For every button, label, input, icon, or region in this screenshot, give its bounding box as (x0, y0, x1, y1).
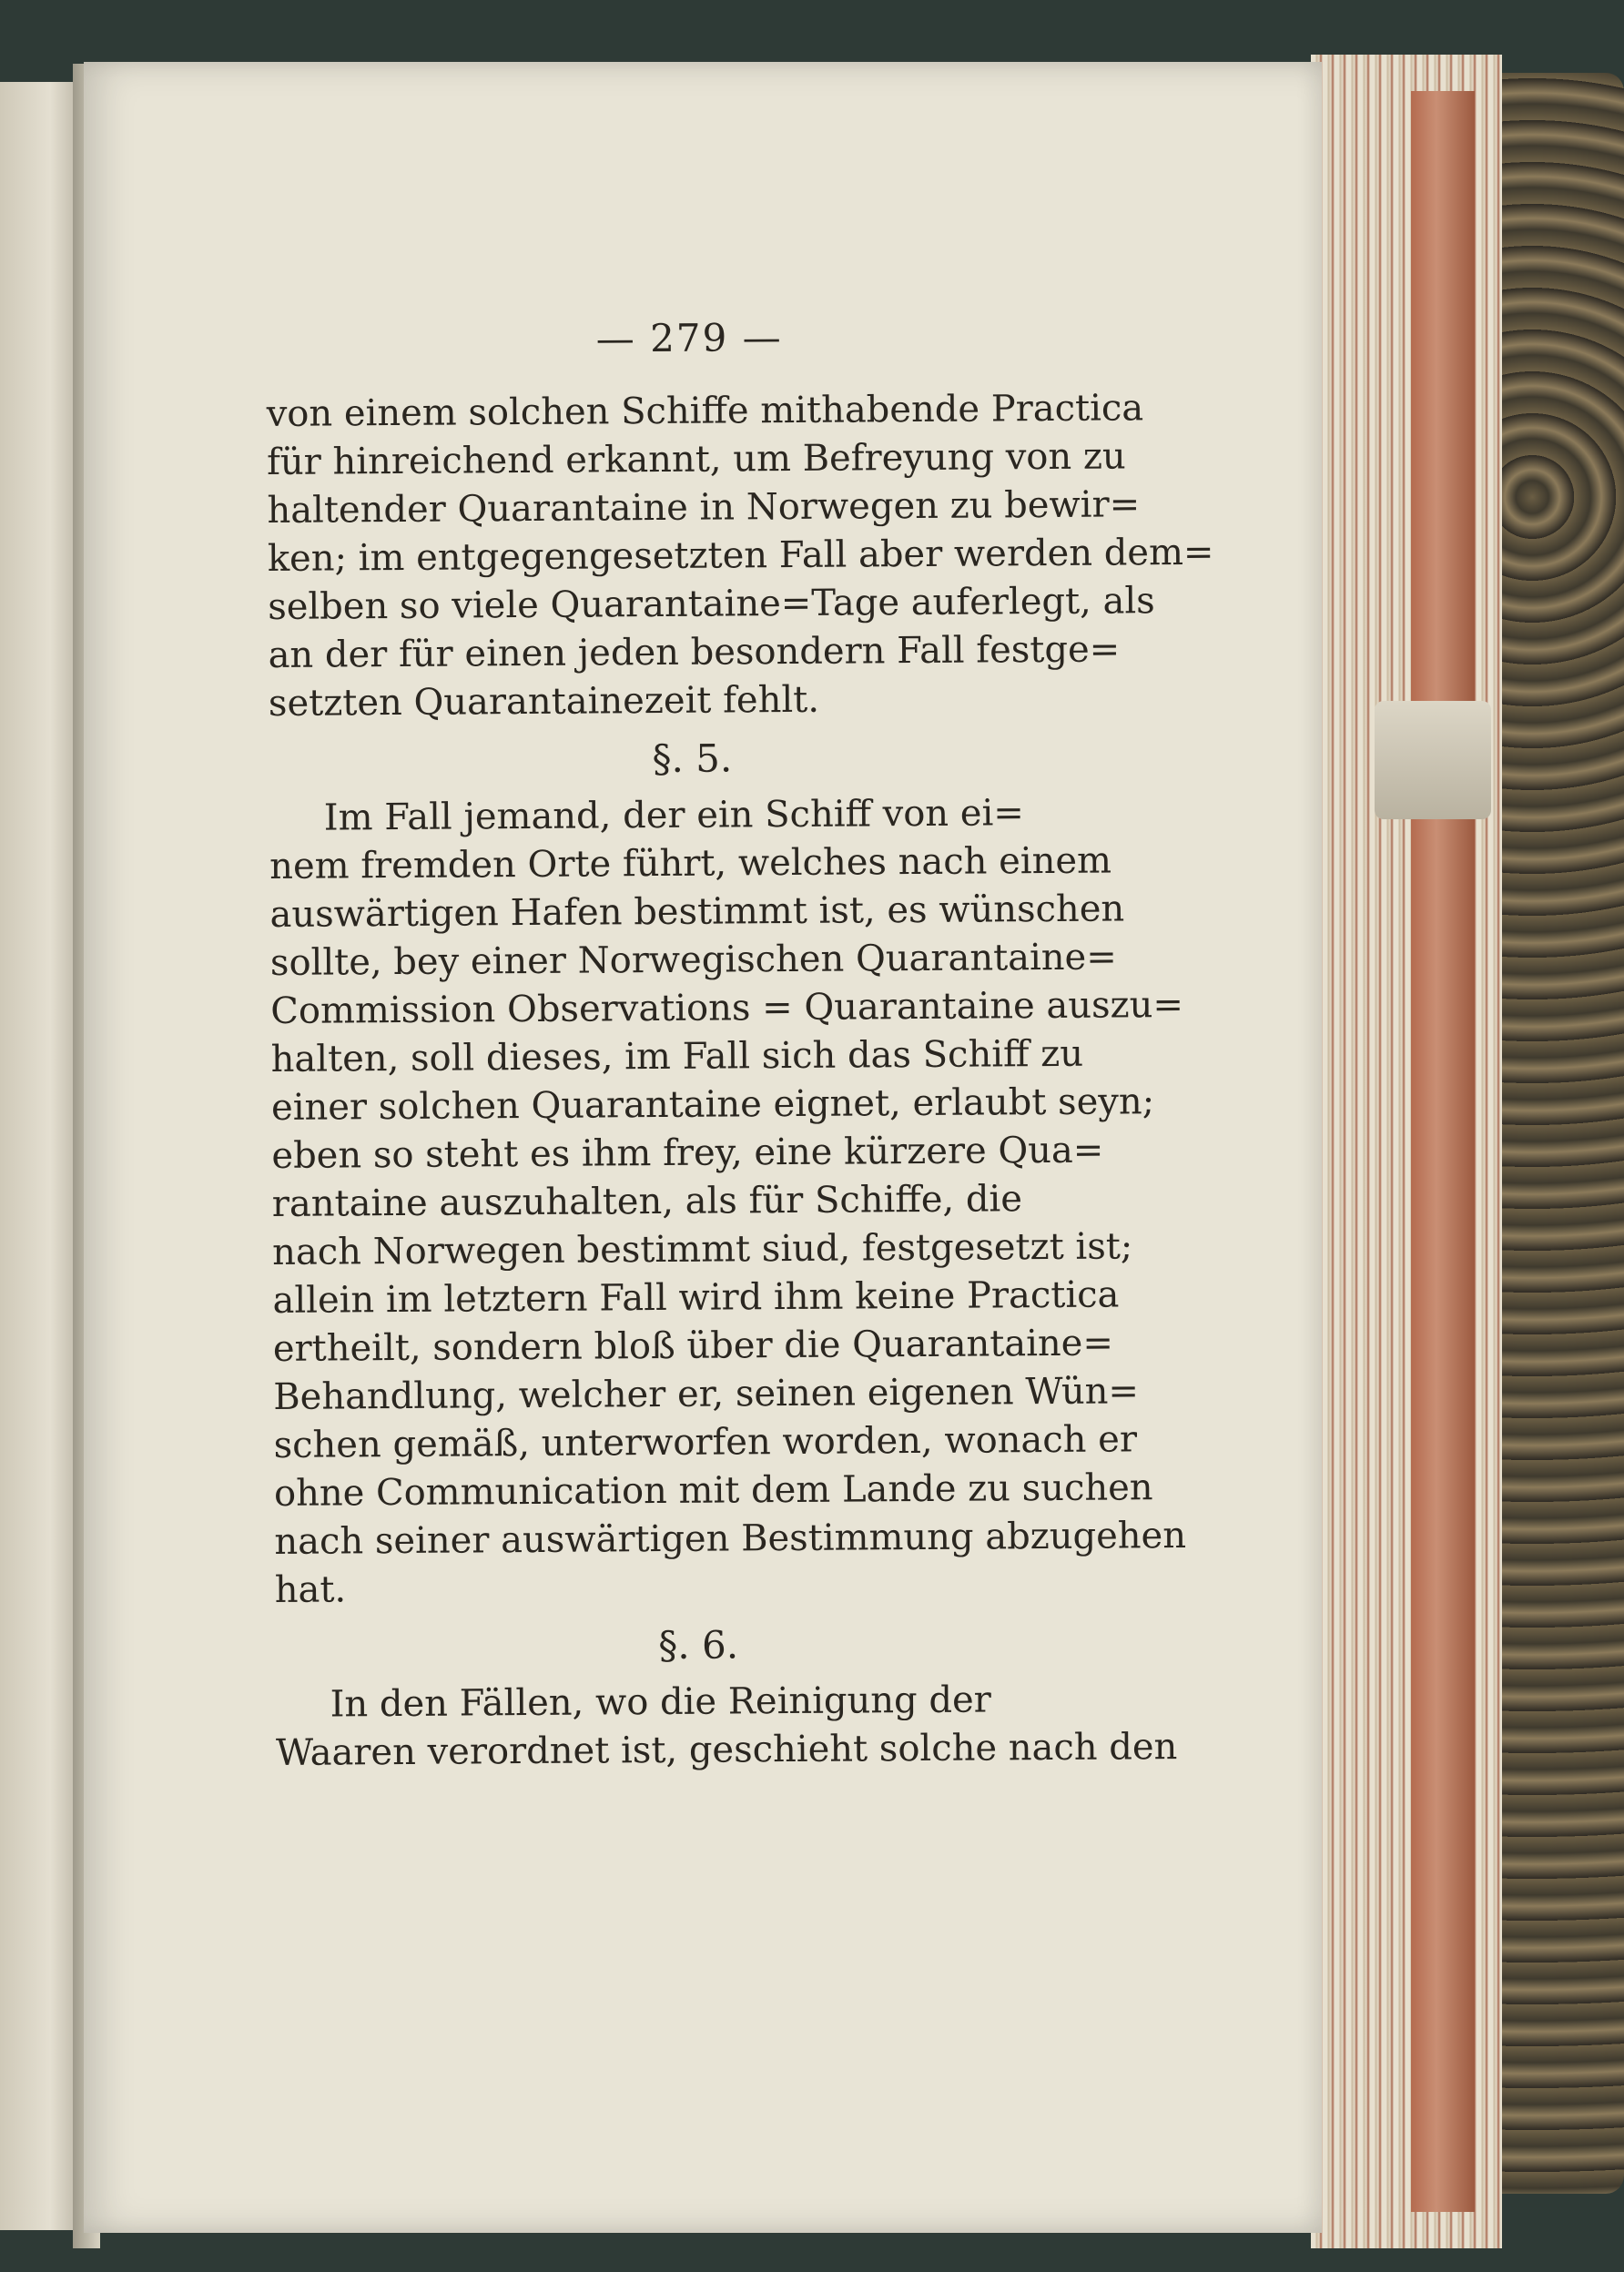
text-line: rantaine auszuhalten, als für Schiffe, die (271, 1178, 1023, 1225)
text-line: ertheilt, sondern bloß über die Quarantaine= (272, 1322, 1114, 1370)
paper-tab-marker (1375, 701, 1491, 819)
text-line: nach seiner auswärtigen Bestimmung abzugehen (274, 1514, 1187, 1563)
text-line: nem fremden Orte führt, welches nach einem (269, 839, 1112, 888)
text-line: schen gemäß, unterworfen worden, wonach er (273, 1418, 1138, 1466)
text-line: von einem solchen Schiffe mithabende Practica (266, 387, 1144, 435)
page-text (266, 311, 1214, 1778)
text-line: ohne Communication mit dem Lande zu suchen (273, 1466, 1153, 1515)
text-line: eben so steht es ihm frey, eine kürzere Qua= (271, 1129, 1104, 1177)
section-heading-6: §. 6. (658, 1622, 739, 1668)
text-line: setzten Quarantainezeit fehlt. (268, 678, 820, 725)
text-line: auswärtigen Hafen bestimmt ist, es wünschen (269, 888, 1125, 936)
text-line: halten, soll dieses, im Fall sich das Schiff zu (270, 1032, 1084, 1080)
text-line: ken; im entgegengesetzten Fall aber werden dem= (267, 531, 1214, 580)
text-line: haltender Quarantaine in Norwegen zu bewir= (267, 483, 1141, 532)
text-line: Im Fall jemand, der ein Schiff von ei= (323, 792, 1024, 839)
text-line: sollte, bey einer Norwegischen Quarantaine= (269, 936, 1117, 984)
red-page-edge (1411, 91, 1475, 2212)
text-line: einer solchen Quarantaine eignet, erlaubt seyn; (270, 1080, 1155, 1129)
text-line: allein im letztern Fall wird ihm keine Practica (272, 1273, 1120, 1322)
text-line: Waaren verordnet ist, geschieht solche nach den (275, 1726, 1178, 1774)
text-line: für hinreichend erkannt, um Befreyung von zu (266, 435, 1126, 483)
text-line: hat. (274, 1568, 347, 1611)
text-line: Commission Observations = Quarantaine auszu= (270, 983, 1184, 1032)
text-line: selben so viele Quarantaine=Tage auferlegt, als (268, 580, 1155, 628)
section-heading-5: §. 5. (652, 735, 733, 782)
right-page (84, 62, 1322, 2233)
text-line: an der für einen jeden besondern Fall festge= (268, 628, 1121, 676)
text-line: In den Fällen, wo die Reinigung der (330, 1679, 991, 1726)
left-page-edge (0, 82, 84, 2230)
text-line: Behandlung, welcher er, seinen eigenen Wün= (273, 1370, 1140, 1418)
marbled-cover (1493, 73, 1624, 2194)
page-number: — 279 — (595, 315, 783, 361)
text-line: nach Norwegen bestimmt siud, festgesetzt ist; (272, 1225, 1133, 1273)
